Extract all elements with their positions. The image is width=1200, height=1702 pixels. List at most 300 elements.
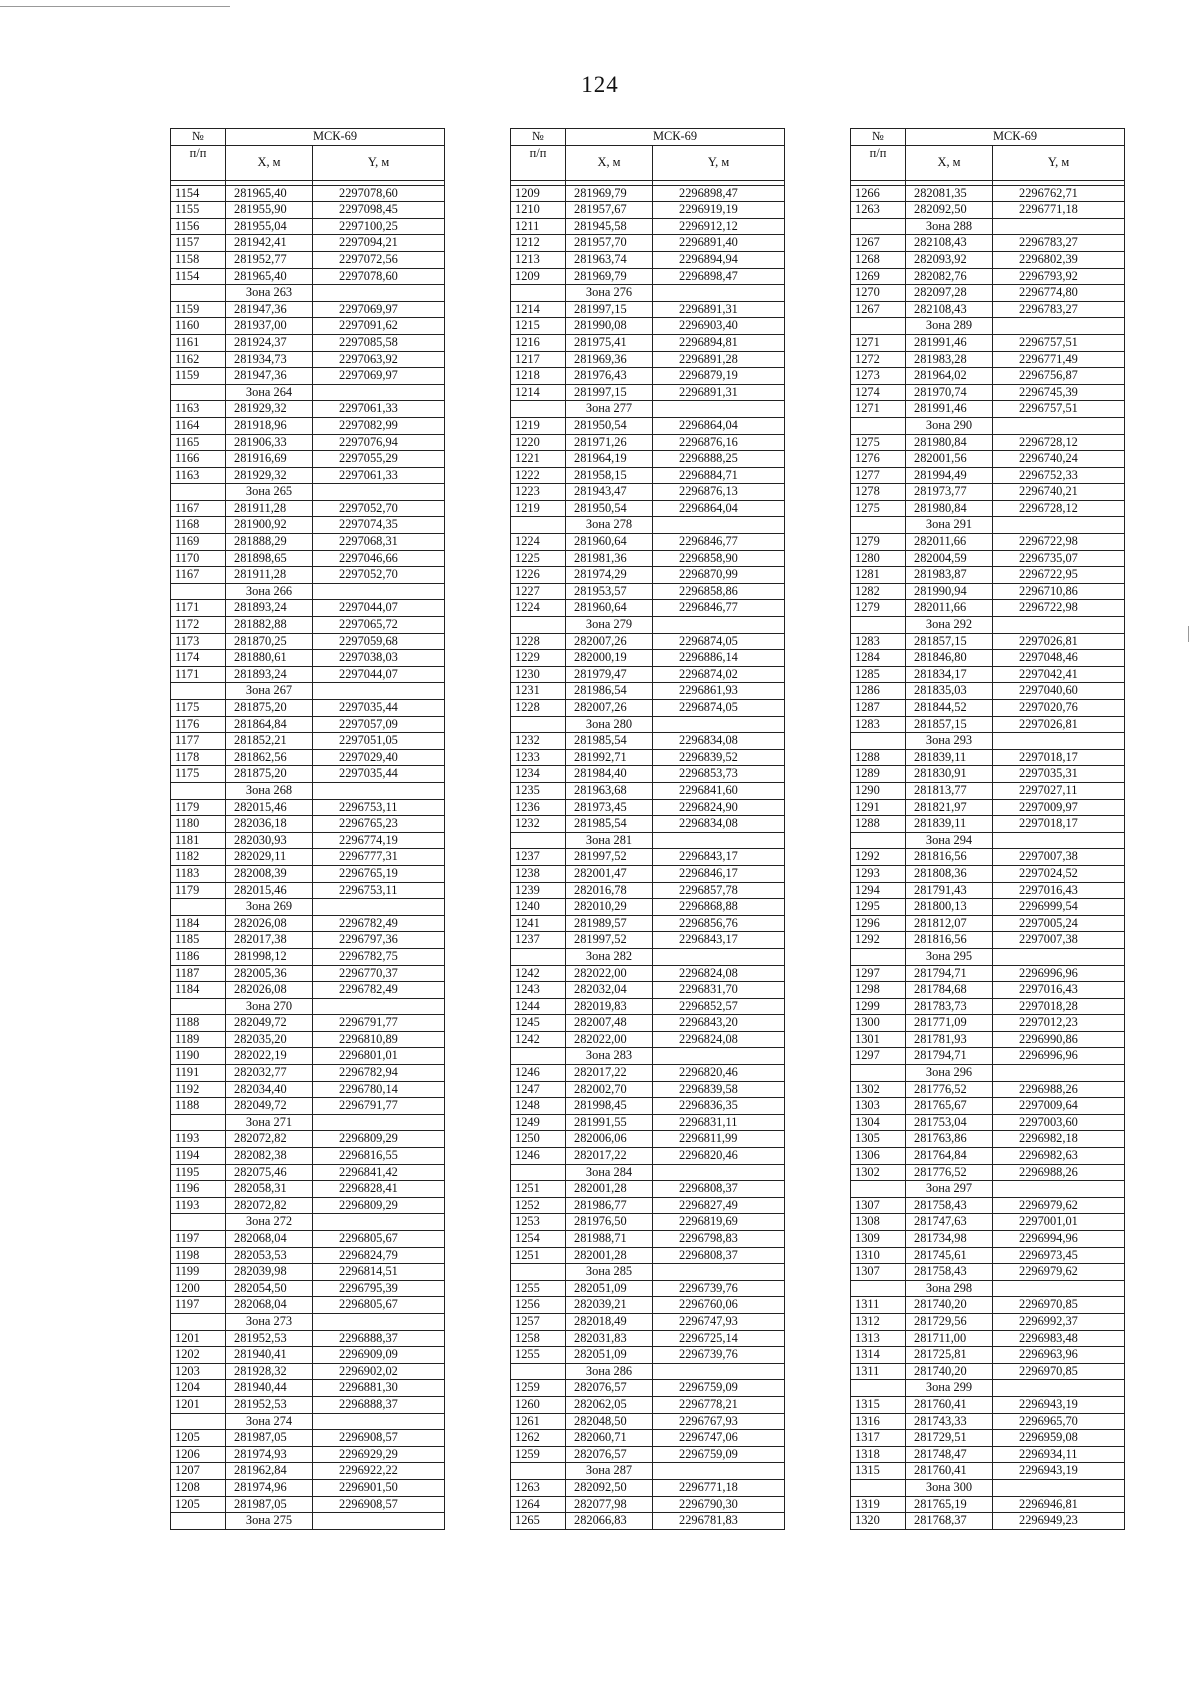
y-coordinate: 2297018,17 bbox=[993, 749, 1125, 766]
point-row bbox=[171, 434, 445, 451]
x-coordinate: 282048,50 bbox=[566, 1413, 653, 1430]
x-coordinate: 281947,36 bbox=[226, 301, 313, 318]
x-coordinate: 282015,46 bbox=[226, 799, 313, 816]
point-row bbox=[851, 982, 1125, 999]
zone-row bbox=[171, 782, 445, 799]
y-coordinate: 2296824,79 bbox=[313, 1247, 445, 1264]
zone-label: Зона 291 bbox=[906, 517, 993, 534]
y-coordinate: 2297020,76 bbox=[993, 700, 1125, 717]
point-number: 1267 bbox=[851, 301, 906, 318]
y-coordinate: 2296824,90 bbox=[653, 799, 785, 816]
zone-label: Зона 266 bbox=[226, 583, 313, 600]
x-coordinate: 282036,18 bbox=[226, 816, 313, 833]
y-coordinate bbox=[993, 1479, 1125, 1496]
point-row bbox=[511, 1247, 785, 1264]
point-number: 1278 bbox=[851, 484, 906, 501]
point-number: 1155 bbox=[171, 202, 226, 219]
x-coordinate: 282001,28 bbox=[566, 1247, 653, 1264]
y-coordinate: 2296894,81 bbox=[653, 334, 785, 351]
point-number: 1224 bbox=[511, 534, 566, 551]
point-number: 1189 bbox=[171, 1031, 226, 1048]
x-coordinate: 282007,26 bbox=[566, 700, 653, 717]
x-coordinate: 281997,52 bbox=[566, 849, 653, 866]
point-number bbox=[171, 683, 226, 700]
zone-label: Зона 268 bbox=[226, 782, 313, 799]
point-number bbox=[511, 1264, 566, 1281]
x-coordinate: 281906,33 bbox=[226, 434, 313, 451]
point-number bbox=[511, 716, 566, 733]
x-coordinate: 281893,24 bbox=[226, 666, 313, 683]
y-coordinate bbox=[313, 1513, 445, 1530]
zone-label: Зона 276 bbox=[566, 285, 653, 302]
y-coordinate: 2296828,41 bbox=[313, 1181, 445, 1198]
point-number: 1174 bbox=[171, 650, 226, 667]
x-coordinate: 281950,54 bbox=[566, 500, 653, 517]
point-row bbox=[171, 251, 445, 268]
point-number: 1214 bbox=[511, 384, 566, 401]
x-coordinate: 282022,19 bbox=[226, 1048, 313, 1065]
point-number: 1241 bbox=[511, 915, 566, 932]
point-number bbox=[851, 948, 906, 965]
x-coordinate: 281929,32 bbox=[226, 401, 313, 418]
zone-row bbox=[171, 683, 445, 700]
point-number: 1301 bbox=[851, 1031, 906, 1048]
y-coordinate: 2296759,09 bbox=[653, 1380, 785, 1397]
x-coordinate: 281955,90 bbox=[226, 202, 313, 219]
zone-label: Зона 282 bbox=[566, 948, 653, 965]
point-number bbox=[511, 948, 566, 965]
zone-label: Зона 281 bbox=[566, 832, 653, 849]
point-row bbox=[171, 1380, 445, 1397]
point-row bbox=[511, 1396, 785, 1413]
point-row bbox=[171, 948, 445, 965]
point-row bbox=[851, 202, 1125, 219]
point-row bbox=[511, 1330, 785, 1347]
x-coordinate: 281743,33 bbox=[906, 1413, 993, 1430]
y-coordinate: 2296728,12 bbox=[993, 500, 1125, 517]
header-system: МСК-69 bbox=[906, 129, 1125, 146]
y-coordinate: 2297052,70 bbox=[313, 500, 445, 517]
x-coordinate: 281862,56 bbox=[226, 749, 313, 766]
x-coordinate: 281813,77 bbox=[906, 782, 993, 799]
y-coordinate: 2296949,23 bbox=[993, 1513, 1125, 1530]
point-row bbox=[511, 1197, 785, 1214]
y-coordinate: 2296793,92 bbox=[993, 268, 1125, 285]
point-number: 1190 bbox=[171, 1048, 226, 1065]
point-number: 1173 bbox=[171, 633, 226, 650]
y-coordinate: 2297085,58 bbox=[313, 334, 445, 351]
point-number: 1283 bbox=[851, 633, 906, 650]
point-number: 1156 bbox=[171, 218, 226, 235]
point-row bbox=[171, 351, 445, 368]
point-row bbox=[511, 965, 785, 982]
y-coordinate bbox=[653, 517, 785, 534]
zone-row bbox=[851, 1065, 1125, 1082]
point-number: 1257 bbox=[511, 1313, 566, 1330]
x-coordinate: 281953,57 bbox=[566, 583, 653, 600]
point-row bbox=[171, 401, 445, 418]
x-coordinate: 281957,67 bbox=[566, 202, 653, 219]
x-coordinate: 282032,77 bbox=[226, 1065, 313, 1082]
point-number: 1214 bbox=[511, 301, 566, 318]
x-coordinate: 282075,46 bbox=[226, 1164, 313, 1181]
y-coordinate: 2296856,76 bbox=[653, 915, 785, 932]
point-number: 1158 bbox=[171, 251, 226, 268]
zone-label: Зона 264 bbox=[226, 384, 313, 401]
point-row bbox=[171, 1181, 445, 1198]
x-coordinate: 281990,94 bbox=[906, 583, 993, 600]
x-coordinate: 281830,91 bbox=[906, 766, 993, 783]
y-coordinate: 2296929,29 bbox=[313, 1446, 445, 1463]
point-number: 1160 bbox=[171, 318, 226, 335]
point-number bbox=[511, 285, 566, 302]
point-number: 1270 bbox=[851, 285, 906, 302]
x-coordinate: 281998,45 bbox=[566, 1098, 653, 1115]
point-row bbox=[511, 766, 785, 783]
point-row bbox=[511, 1114, 785, 1131]
point-number: 1184 bbox=[171, 915, 226, 932]
x-coordinate: 282002,70 bbox=[566, 1081, 653, 1098]
y-coordinate: 2296778,21 bbox=[653, 1396, 785, 1413]
point-row bbox=[851, 899, 1125, 916]
header-y: Y, м bbox=[993, 145, 1125, 180]
zone-label: Зона 278 bbox=[566, 517, 653, 534]
x-coordinate: 281964,19 bbox=[566, 451, 653, 468]
y-coordinate: 2296767,93 bbox=[653, 1413, 785, 1430]
point-row bbox=[511, 600, 785, 617]
point-row bbox=[851, 882, 1125, 899]
x-coordinate: 281888,29 bbox=[226, 534, 313, 551]
point-row bbox=[171, 467, 445, 484]
y-coordinate: 2297026,81 bbox=[993, 633, 1125, 650]
point-number: 1165 bbox=[171, 434, 226, 451]
zone-row bbox=[511, 1164, 785, 1181]
y-coordinate: 2296816,55 bbox=[313, 1148, 445, 1165]
y-coordinate: 2296824,08 bbox=[653, 965, 785, 982]
zone-label: Зона 269 bbox=[226, 899, 313, 916]
point-row bbox=[511, 782, 785, 799]
point-row bbox=[851, 600, 1125, 617]
x-coordinate: 282017,38 bbox=[226, 932, 313, 949]
y-coordinate: 2296722,98 bbox=[993, 600, 1125, 617]
x-coordinate: 282108,43 bbox=[906, 301, 993, 318]
point-row bbox=[511, 434, 785, 451]
point-row bbox=[851, 1463, 1125, 1480]
x-coordinate: 281875,20 bbox=[226, 766, 313, 783]
point-row bbox=[851, 583, 1125, 600]
point-row bbox=[511, 1081, 785, 1098]
point-row bbox=[851, 865, 1125, 882]
x-coordinate: 282068,04 bbox=[226, 1297, 313, 1314]
y-coordinate: 2296739,76 bbox=[653, 1347, 785, 1364]
y-coordinate: 2296836,35 bbox=[653, 1098, 785, 1115]
point-row bbox=[851, 1131, 1125, 1148]
zone-label: Зона 272 bbox=[226, 1214, 313, 1231]
x-coordinate: 282068,04 bbox=[226, 1231, 313, 1248]
point-number bbox=[851, 1380, 906, 1397]
point-number: 1249 bbox=[511, 1114, 566, 1131]
x-coordinate: 281784,68 bbox=[906, 982, 993, 999]
x-coordinate: 282058,31 bbox=[226, 1181, 313, 1198]
point-row bbox=[851, 451, 1125, 468]
point-row bbox=[511, 733, 785, 750]
point-row bbox=[171, 1347, 445, 1364]
point-row bbox=[171, 1496, 445, 1513]
x-coordinate: 281839,11 bbox=[906, 816, 993, 833]
point-number: 1279 bbox=[851, 600, 906, 617]
x-coordinate: 282097,28 bbox=[906, 285, 993, 302]
point-row bbox=[511, 683, 785, 700]
x-coordinate: 281765,67 bbox=[906, 1098, 993, 1115]
y-coordinate: 2297035,44 bbox=[313, 700, 445, 717]
x-coordinate: 281986,54 bbox=[566, 683, 653, 700]
point-number: 1275 bbox=[851, 500, 906, 517]
point-number: 1247 bbox=[511, 1081, 566, 1098]
point-number bbox=[851, 517, 906, 534]
point-number bbox=[511, 401, 566, 418]
zone-label: Зона 273 bbox=[226, 1313, 313, 1330]
y-coordinate bbox=[313, 583, 445, 600]
y-coordinate: 2297057,09 bbox=[313, 716, 445, 733]
point-number: 1288 bbox=[851, 816, 906, 833]
x-coordinate: 281835,03 bbox=[906, 683, 993, 700]
point-number: 1319 bbox=[851, 1496, 906, 1513]
point-number bbox=[171, 285, 226, 302]
y-coordinate: 2296809,29 bbox=[313, 1197, 445, 1214]
point-number: 1282 bbox=[851, 583, 906, 600]
zone-label: Зона 298 bbox=[906, 1280, 993, 1297]
zone-row bbox=[171, 484, 445, 501]
point-row bbox=[851, 700, 1125, 717]
point-number: 1293 bbox=[851, 865, 906, 882]
point-row bbox=[851, 1413, 1125, 1430]
point-number: 1223 bbox=[511, 484, 566, 501]
point-number: 1258 bbox=[511, 1330, 566, 1347]
y-coordinate: 2296996,96 bbox=[993, 1048, 1125, 1065]
zone-row bbox=[851, 1280, 1125, 1297]
point-row bbox=[851, 368, 1125, 385]
point-row bbox=[511, 1496, 785, 1513]
point-number: 1303 bbox=[851, 1098, 906, 1115]
point-number: 1226 bbox=[511, 567, 566, 584]
point-number: 1260 bbox=[511, 1396, 566, 1413]
x-coordinate: 281976,50 bbox=[566, 1214, 653, 1231]
y-coordinate: 2296782,75 bbox=[313, 948, 445, 965]
x-coordinate: 282005,36 bbox=[226, 965, 313, 982]
y-coordinate bbox=[993, 832, 1125, 849]
point-row bbox=[171, 965, 445, 982]
y-coordinate bbox=[313, 683, 445, 700]
x-coordinate: 281839,11 bbox=[906, 749, 993, 766]
point-row bbox=[851, 1496, 1125, 1513]
point-row bbox=[511, 218, 785, 235]
y-coordinate: 2296876,16 bbox=[653, 434, 785, 451]
y-coordinate: 2296888,25 bbox=[653, 451, 785, 468]
point-row bbox=[171, 666, 445, 683]
header-system: МСК-69 bbox=[226, 129, 445, 146]
y-coordinate: 2296771,18 bbox=[653, 1479, 785, 1496]
point-number: 1222 bbox=[511, 467, 566, 484]
y-coordinate: 2296965,70 bbox=[993, 1413, 1125, 1430]
point-row bbox=[511, 982, 785, 999]
point-row bbox=[171, 1264, 445, 1281]
point-row bbox=[171, 1148, 445, 1165]
point-number: 1219 bbox=[511, 417, 566, 434]
x-coordinate: 281816,56 bbox=[906, 932, 993, 949]
x-coordinate: 281776,52 bbox=[906, 1164, 993, 1181]
x-coordinate: 281729,51 bbox=[906, 1430, 993, 1447]
zone-label: Зона 287 bbox=[566, 1463, 653, 1480]
y-coordinate bbox=[313, 782, 445, 799]
point-number: 1232 bbox=[511, 733, 566, 750]
y-coordinate: 2297078,60 bbox=[313, 268, 445, 285]
point-number: 1200 bbox=[171, 1280, 226, 1297]
zone-row bbox=[171, 285, 445, 302]
point-number: 1203 bbox=[171, 1363, 226, 1380]
point-number: 1251 bbox=[511, 1181, 566, 1198]
x-coordinate: 281955,04 bbox=[226, 218, 313, 235]
point-row bbox=[511, 915, 785, 932]
x-coordinate: 281963,68 bbox=[566, 782, 653, 799]
y-coordinate: 2296894,94 bbox=[653, 251, 785, 268]
coordinates-table-3 bbox=[850, 128, 1125, 1530]
y-coordinate: 2296752,33 bbox=[993, 467, 1125, 484]
x-coordinate: 281940,44 bbox=[226, 1380, 313, 1397]
y-coordinate: 2296988,26 bbox=[993, 1081, 1125, 1098]
x-coordinate: 281997,15 bbox=[566, 301, 653, 318]
point-number: 1238 bbox=[511, 865, 566, 882]
x-coordinate: 281711,00 bbox=[906, 1330, 993, 1347]
point-number: 1166 bbox=[171, 451, 226, 468]
point-number: 1232 bbox=[511, 816, 566, 833]
point-row bbox=[511, 1231, 785, 1248]
point-row bbox=[171, 550, 445, 567]
header-no-sub: п/п bbox=[511, 145, 566, 180]
point-number bbox=[851, 733, 906, 750]
y-coordinate: 2296886,14 bbox=[653, 650, 785, 667]
point-number: 1211 bbox=[511, 218, 566, 235]
point-row bbox=[511, 666, 785, 683]
x-coordinate: 281992,71 bbox=[566, 749, 653, 766]
x-coordinate: 281916,69 bbox=[226, 451, 313, 468]
y-coordinate: 2297035,31 bbox=[993, 766, 1125, 783]
y-coordinate: 2296990,86 bbox=[993, 1031, 1125, 1048]
y-coordinate: 2297009,97 bbox=[993, 799, 1125, 816]
x-coordinate: 281760,41 bbox=[906, 1463, 993, 1480]
header-x: X, м bbox=[906, 145, 993, 180]
y-coordinate: 2296934,11 bbox=[993, 1446, 1125, 1463]
point-row bbox=[851, 849, 1125, 866]
y-coordinate: 2296783,27 bbox=[993, 301, 1125, 318]
point-row bbox=[171, 218, 445, 235]
y-coordinate: 2297082,99 bbox=[313, 417, 445, 434]
point-number: 1170 bbox=[171, 550, 226, 567]
x-coordinate: 281976,43 bbox=[566, 368, 653, 385]
y-coordinate: 2296753,11 bbox=[313, 799, 445, 816]
point-number bbox=[851, 417, 906, 434]
point-row bbox=[511, 799, 785, 816]
y-coordinate: 2296765,19 bbox=[313, 865, 445, 882]
point-number: 1182 bbox=[171, 849, 226, 866]
point-number: 1259 bbox=[511, 1446, 566, 1463]
point-number: 1287 bbox=[851, 700, 906, 717]
y-coordinate: 2296979,62 bbox=[993, 1197, 1125, 1214]
zone-row bbox=[851, 948, 1125, 965]
x-coordinate: 281974,29 bbox=[566, 567, 653, 584]
header-no-sub: п/п bbox=[851, 145, 906, 180]
y-coordinate: 2296843,17 bbox=[653, 932, 785, 949]
y-coordinate: 2296814,51 bbox=[313, 1264, 445, 1281]
y-coordinate: 2297052,70 bbox=[313, 567, 445, 584]
x-coordinate: 282049,72 bbox=[226, 1098, 313, 1115]
x-coordinate: 281893,24 bbox=[226, 600, 313, 617]
point-number: 1176 bbox=[171, 716, 226, 733]
point-row bbox=[851, 1015, 1125, 1032]
y-coordinate: 2296798,83 bbox=[653, 1231, 785, 1248]
point-number: 1181 bbox=[171, 832, 226, 849]
point-row bbox=[511, 235, 785, 252]
point-number: 1274 bbox=[851, 384, 906, 401]
coordinates-table-1 bbox=[170, 128, 445, 1530]
y-coordinate: 2297068,31 bbox=[313, 534, 445, 551]
point-row bbox=[171, 1065, 445, 1082]
x-coordinate: 281846,80 bbox=[906, 650, 993, 667]
x-coordinate: 281740,20 bbox=[906, 1297, 993, 1314]
y-coordinate: 2296791,77 bbox=[313, 1098, 445, 1115]
y-coordinate bbox=[653, 1048, 785, 1065]
y-coordinate: 2296756,87 bbox=[993, 368, 1125, 385]
point-row bbox=[851, 749, 1125, 766]
point-row bbox=[171, 1164, 445, 1181]
zone-label: Зона 288 bbox=[906, 218, 993, 235]
x-coordinate: 281771,09 bbox=[906, 1015, 993, 1032]
y-coordinate: 2296884,71 bbox=[653, 467, 785, 484]
x-coordinate: 282051,09 bbox=[566, 1347, 653, 1364]
point-number: 1285 bbox=[851, 666, 906, 683]
point-row bbox=[171, 1247, 445, 1264]
point-row bbox=[171, 865, 445, 882]
y-coordinate: 2296853,73 bbox=[653, 766, 785, 783]
table-body bbox=[171, 180, 445, 1529]
x-coordinate: 282016,78 bbox=[566, 882, 653, 899]
y-coordinate bbox=[993, 733, 1125, 750]
point-number bbox=[851, 218, 906, 235]
point-row bbox=[511, 417, 785, 434]
y-coordinate bbox=[653, 948, 785, 965]
point-number bbox=[511, 1463, 566, 1480]
x-coordinate: 281985,54 bbox=[566, 816, 653, 833]
point-row bbox=[171, 1479, 445, 1496]
x-coordinate: 281962,84 bbox=[226, 1463, 313, 1480]
point-number bbox=[171, 1114, 226, 1131]
scan-mark bbox=[1188, 626, 1189, 642]
point-number: 1163 bbox=[171, 467, 226, 484]
x-coordinate: 281875,20 bbox=[226, 700, 313, 717]
zone-label: Зона 290 bbox=[906, 417, 993, 434]
point-number: 1288 bbox=[851, 749, 906, 766]
point-number: 1186 bbox=[171, 948, 226, 965]
y-coordinate: 2297003,60 bbox=[993, 1114, 1125, 1131]
point-row bbox=[171, 650, 445, 667]
point-row bbox=[511, 451, 785, 468]
point-row bbox=[511, 1430, 785, 1447]
point-row bbox=[851, 998, 1125, 1015]
x-coordinate: 281994,49 bbox=[906, 467, 993, 484]
y-coordinate bbox=[993, 417, 1125, 434]
point-row bbox=[171, 600, 445, 617]
x-coordinate: 281760,41 bbox=[906, 1396, 993, 1413]
zone-label: Зона 299 bbox=[906, 1380, 993, 1397]
